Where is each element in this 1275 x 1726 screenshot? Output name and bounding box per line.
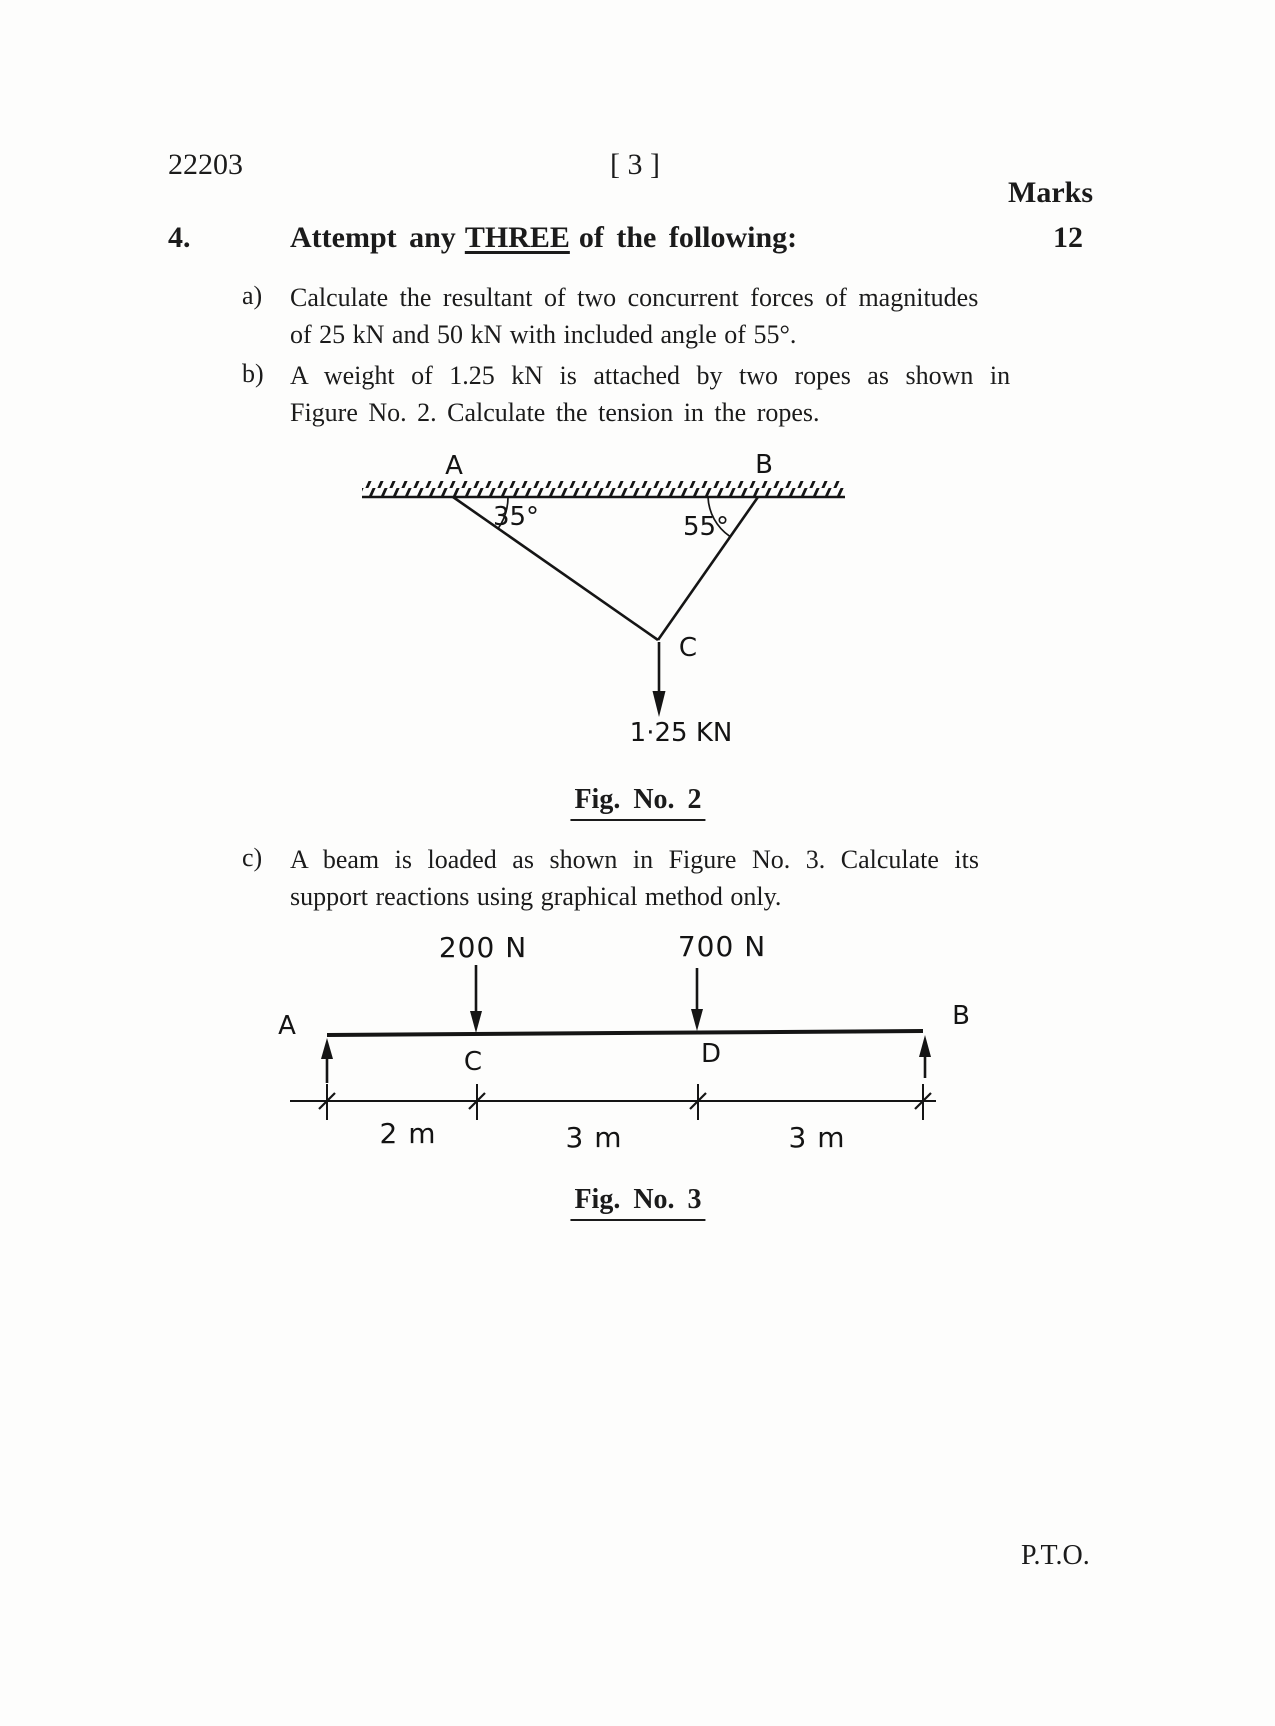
figure-2-rope-diagram <box>340 440 900 760</box>
heading-suffix: of the following: <box>578 221 798 254</box>
fig3-point-b-label: B <box>952 1001 970 1031</box>
fig2-weight-value-label: 1·25 KN <box>629 718 733 748</box>
load-c-arrowhead <box>470 1011 482 1033</box>
fig2-angle-b-label: 55° <box>682 512 730 542</box>
heading-underlined-word: THREE <box>464 221 570 254</box>
item-c-marker: c) <box>242 843 263 872</box>
weight-arrowhead <box>653 691 666 717</box>
item-b-line1: A weight of 1.25 kN is attached by two ropes as shown in <box>290 361 1011 390</box>
fig2-point-c-label: C <box>678 633 698 663</box>
figure-3-beam-diagram <box>230 920 1000 1170</box>
fig2-point-a-label: A <box>445 451 463 481</box>
question-marks: 12 <box>1053 221 1083 254</box>
item-b-line2: Figure No. 2. Calculate the tension in the ropes. <box>290 398 820 427</box>
beam-line <box>327 1031 923 1035</box>
fig3-load-d-label: 700 N <box>677 930 767 963</box>
ceiling-hatching <box>362 481 845 497</box>
rope-a-c <box>453 497 658 640</box>
support-a-arrowhead <box>321 1038 333 1059</box>
heading-prefix: Attempt any <box>290 221 456 254</box>
fig2-point-b-label: B <box>755 450 773 480</box>
item-a-marker: a) <box>242 281 263 310</box>
fig3-load-c-label: 200 N <box>438 931 528 964</box>
item-a-line1: Calculate the resultant of two concurrent forces of magnitudes <box>290 283 979 312</box>
item-c-line1: A beam is loaded as shown in Figure No. 3. Calculate its <box>290 845 979 874</box>
support-b-arrowhead <box>919 1035 931 1057</box>
paper-code: 22203 <box>168 148 243 181</box>
page-number: [ 3 ] <box>610 148 660 181</box>
pto-footer: P.T.O. <box>1021 1540 1090 1571</box>
question-number: 4. <box>168 221 191 254</box>
item-a-line2: of 25 kN and 50 kN with included angle of 55°. <box>290 320 797 349</box>
load-d-arrowhead <box>691 1009 703 1031</box>
fig3-dim-db-label: 3 m <box>788 1121 846 1154</box>
item-b-marker: b) <box>242 359 264 388</box>
figure-2-caption: Fig. No. 2 <box>570 784 705 821</box>
fig3-dim-ac-label: 2 m <box>379 1117 437 1150</box>
item-c-line2: support reactions using graphical method only. <box>290 882 782 911</box>
figure-3-caption: Fig. No. 3 <box>570 1184 705 1221</box>
fig3-point-a-label: A <box>278 1011 296 1041</box>
question-heading <box>290 221 797 255</box>
fig3-point-c-label: C <box>463 1047 483 1077</box>
fig3-dim-cd-label: 3 m <box>565 1121 623 1154</box>
marks-header: Marks <box>1008 176 1093 209</box>
fig2-angle-a-label: 35° <box>492 502 540 532</box>
fig3-point-d-label: D <box>700 1039 722 1069</box>
